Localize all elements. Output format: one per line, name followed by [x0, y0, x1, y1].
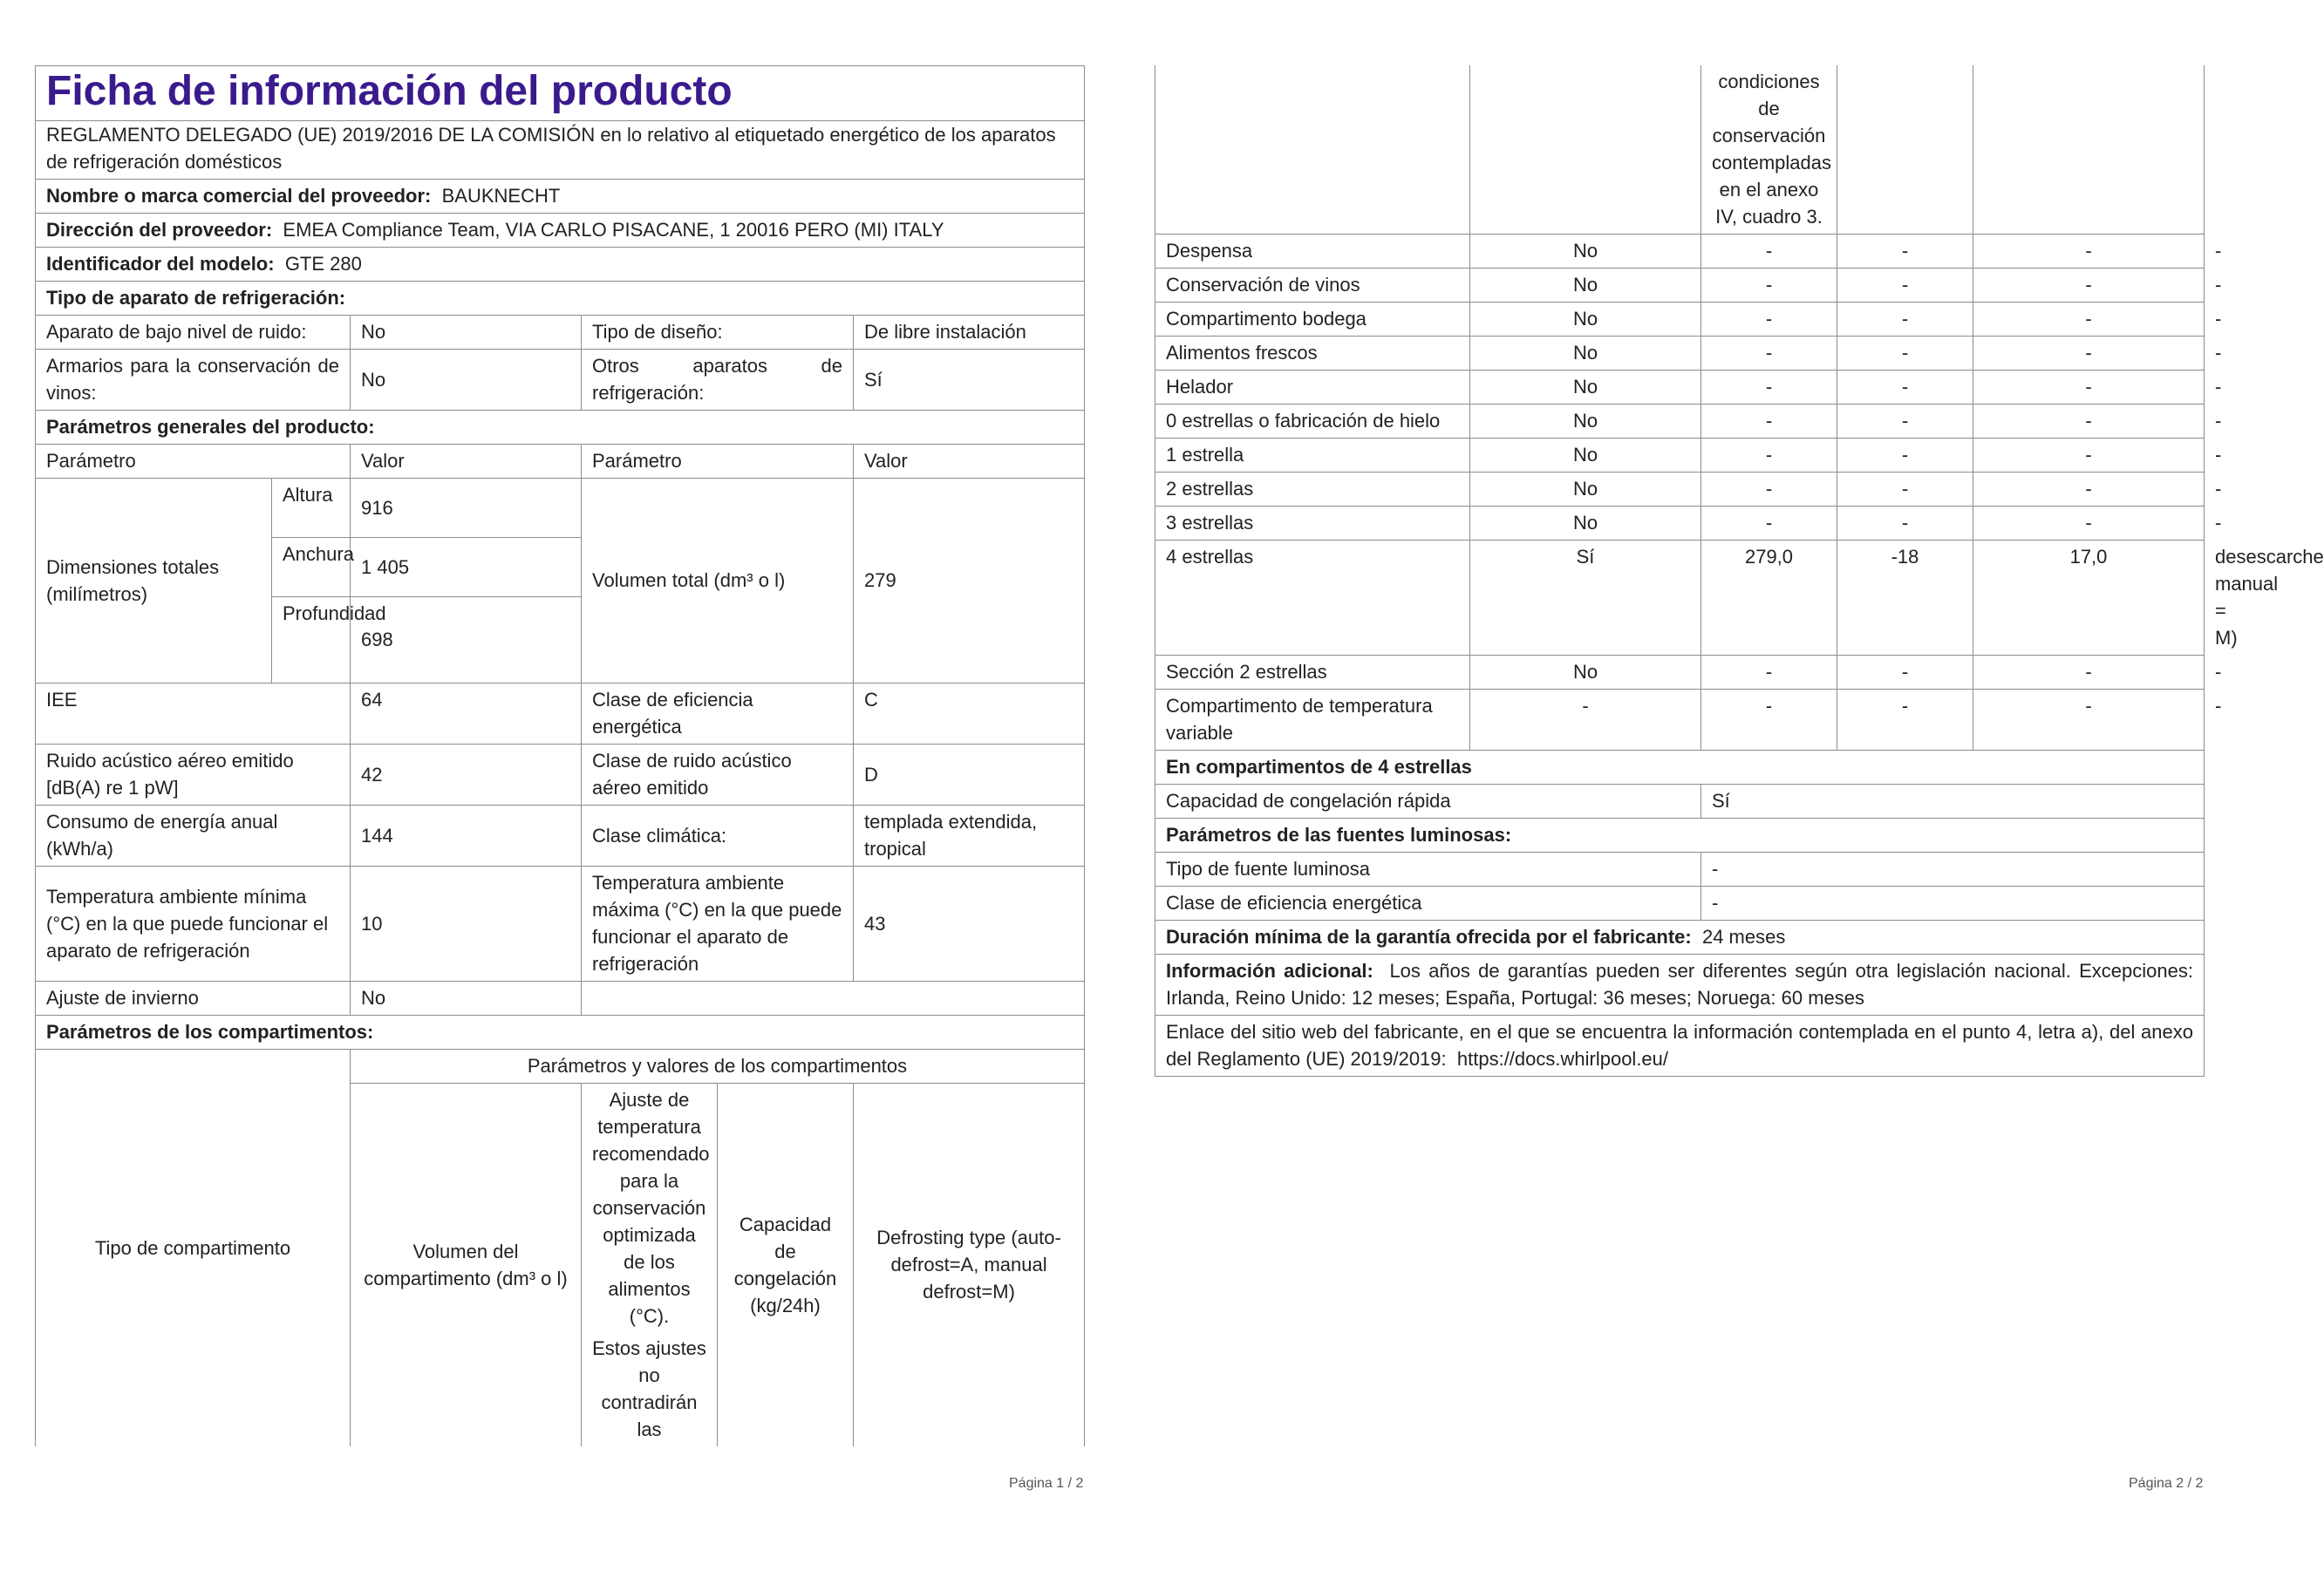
light-type-label: Tipo de fuente luminosa: [1155, 853, 1701, 887]
compartment-present: No: [1470, 337, 1701, 371]
compartment-volume: -: [1701, 473, 1837, 507]
product-info-table: [35, 65, 1085, 1446]
empty-cell: [582, 982, 1085, 1016]
other-appliance-label: Otros aparatos de refrigeración:: [582, 350, 854, 411]
design-type-value: De libre instalación: [854, 316, 1085, 350]
compartment-capacity: -: [1973, 656, 2205, 690]
compartment-capacity: -: [1973, 405, 2205, 439]
compartment-name: Sección 2 estrellas: [1155, 656, 1470, 690]
website-text: Enlace del sitio web del fabricante, en el que se encuentra la información contemplada en el punto 4, letra a), del anexo del Reglamento (UE) 2019/2019:: [1166, 1021, 2193, 1070]
compartment-name: Compartimento de temperatura variable: [1155, 690, 1470, 751]
compartment-row: Compartimento bodega No - - - -: [1155, 303, 2205, 337]
compartment-temp: -: [1837, 439, 1973, 473]
min-temp-value: 10: [351, 867, 582, 982]
continued-cell: [1470, 65, 1701, 235]
general-params-heading: Parámetros generales del producto:: [36, 411, 1085, 445]
depth-label: Profundidad: [272, 597, 351, 684]
compartment-capacity: -: [1973, 269, 2205, 303]
compartment-row: Conservación de vinos No - - - -: [1155, 269, 2205, 303]
compartment-row: Sección 2 estrellas No - - - -: [1155, 656, 2205, 690]
supplier-name-row: [36, 180, 1085, 214]
total-volume-value: 279: [854, 479, 1085, 684]
light-params-heading: Parámetros de las fuentes luminosas:: [1155, 819, 2205, 853]
compartment-row: 2 estrellas No - - - -: [1155, 473, 2205, 507]
website-row: [1155, 1016, 2205, 1077]
compartment-capacity: -: [1973, 439, 2205, 473]
light-class-value: -: [1701, 887, 2205, 921]
additional-info-row: [1155, 955, 2205, 1016]
regulation-text: REGLAMENTO DELEGADO (UE) 2019/2016 DE LA COMISIÓN en lo relativo al etiquetado energético de los aparatos de refrigeración domésticos: [36, 121, 1085, 180]
compartment-name: 2 estrellas: [1155, 473, 1470, 507]
page-title: Ficha de información del producto: [36, 66, 1085, 121]
height-label: Altura: [272, 479, 351, 538]
compartment-capacity: -: [1973, 235, 2205, 269]
compartment-capacity: -: [1973, 473, 2205, 507]
additional-info-value: Los años de garantías pueden ser diferentes según otra legislación nacional. Excepciones: Irlanda, Reino Unido: 12 meses; España, Portugal: 36 meses; Noruega: 60 meses: [1166, 960, 2193, 1009]
model-value: GTE 280: [284, 253, 362, 275]
compartments-heading: Parámetros de los compartimentos:: [36, 1016, 1085, 1050]
compartment-name: Compartimento bodega: [1155, 303, 1470, 337]
col-temp-text-3: condiciones de conservación contempladas en el anexo IV, cuadro 3.: [1701, 65, 1837, 235]
compartment-row: Alimentos frescos No - - - -: [1155, 337, 2205, 371]
width-value: 1 405: [351, 538, 582, 597]
compartment-volume: -: [1701, 405, 1837, 439]
col-recommended-temp: [582, 1084, 718, 1447]
compartment-present: No: [1470, 507, 1701, 541]
compartment-capacity: -: [1973, 303, 2205, 337]
compartment-name: Alimentos frescos: [1155, 337, 1470, 371]
continued-cell: [1973, 65, 2205, 235]
col-compartment-type: Tipo de compartimento: [36, 1050, 351, 1447]
col-param-header: Parámetro: [36, 445, 351, 479]
compartment-row: 1 estrella No - - - -: [1155, 439, 2205, 473]
col-value-header: Valor: [854, 445, 1085, 479]
compartment-row: Compartimento de temperatura variable - - - - -: [1155, 690, 2205, 751]
compartment-temp: -: [1837, 473, 1973, 507]
light-class-label: Clase de eficiencia energética: [1155, 887, 1701, 921]
noise-class-label: Clase de ruido acústico aéreo emitido: [582, 745, 854, 806]
additional-info-label: Información adicional:: [1166, 960, 1373, 982]
compartment-name: 3 estrellas: [1155, 507, 1470, 541]
fast-freeze-value: Sí: [1701, 785, 2205, 819]
compartment-temp: -: [1837, 405, 1973, 439]
annual-consumption-value: 144: [351, 806, 582, 867]
noise-value: 42: [351, 745, 582, 806]
compartment-name: Conservación de vinos: [1155, 269, 1470, 303]
climate-class-value: templada extendida, tropical: [854, 806, 1085, 867]
annual-consumption-label: Consumo de energía anual (kWh/a): [36, 806, 351, 867]
page-2: [1155, 65, 2324, 1077]
col-param-header: Parámetro: [582, 445, 854, 479]
compartment-volume: -: [1701, 656, 1837, 690]
compartment-rows: [1155, 235, 2324, 751]
light-type-value: -: [1701, 853, 2205, 887]
supplier-name-value: BAUKNECHT: [441, 185, 561, 207]
design-type-label: Tipo de diseño:: [582, 316, 854, 350]
compartment-volume: -: [1701, 337, 1837, 371]
compartment-temp: -: [1837, 371, 1973, 405]
max-temp-value: 43: [854, 867, 1085, 982]
low-noise-label: Aparato de bajo nivel de ruido:: [36, 316, 351, 350]
dimensions-label: Dimensiones totales (milímetros): [36, 479, 272, 684]
compartment-temp: -: [1837, 337, 1973, 371]
eei-label: IEE: [36, 684, 351, 745]
continued-cell: [1155, 65, 1470, 235]
compartment-present: No: [1470, 235, 1701, 269]
page-number-1: Página 1 / 2: [1009, 1476, 1084, 1491]
col-temp-text-2: Estos ajustes no contradirán las: [592, 1337, 706, 1440]
compartment-name: 4 estrellas: [1155, 541, 1470, 656]
other-appliance-value: Sí: [854, 350, 1085, 411]
compartment-temp: -: [1837, 690, 1973, 751]
compartment-group-header: Parámetros y valores de los compartimentos: [351, 1050, 1085, 1084]
compartment-name: Despensa: [1155, 235, 1470, 269]
compartment-capacity: -: [1973, 371, 2205, 405]
col-value-header: Valor: [351, 445, 582, 479]
compartment-volume: -: [1701, 303, 1837, 337]
total-volume-label: Volumen total (dm³ o l): [582, 479, 854, 684]
max-temp-label: Temperatura ambiente máxima (°C) en la que puede funcionar el aparato de refrigeración: [582, 867, 854, 982]
model-row: [36, 248, 1085, 282]
compartment-temp: -: [1837, 303, 1973, 337]
compartment-present: No: [1470, 303, 1701, 337]
compartment-volume: -: [1701, 269, 1837, 303]
appliance-type-heading: Tipo de aparato de refrigeración:: [36, 282, 1085, 316]
guarantee-row: [1155, 921, 2205, 955]
noise-label: Ruido acústico aéreo emitido [dB(A) re 1 pW]: [36, 745, 351, 806]
compartment-name: Helador: [1155, 371, 1470, 405]
compartment-row: 3 estrellas No - - - -: [1155, 507, 2205, 541]
fast-freeze-label: Capacidad de congelación rápida: [1155, 785, 1701, 819]
supplier-address-row: [36, 214, 1085, 248]
climate-class-label: Clase climática:: [582, 806, 854, 867]
compartment-temp: -: [1837, 656, 1973, 690]
efficiency-class-label: Clase de eficiencia energética: [582, 684, 854, 745]
guarantee-value: 24 meses: [1701, 926, 1786, 948]
low-noise-value: No: [351, 316, 582, 350]
compartment-capacity: -: [1973, 337, 2205, 371]
compartment-row: Despensa No - - - -: [1155, 235, 2205, 269]
compartment-name: 1 estrella: [1155, 439, 1470, 473]
col-compartment-volume: Volumen del compartimento (dm³ o l): [351, 1084, 582, 1447]
compartment-volume: -: [1701, 507, 1837, 541]
compartment-volume: -: [1701, 439, 1837, 473]
compartment-present: Sí: [1470, 541, 1701, 656]
col-freezing-capacity: Capacidad de congelación (kg/24h): [718, 1084, 854, 1447]
compartment-present: No: [1470, 405, 1701, 439]
compartments-table-continued: [1155, 65, 2324, 1077]
compartment-row: 0 estrellas o fabricación de hielo No - - - -: [1155, 405, 2205, 439]
compartment-capacity: 17,0: [1973, 541, 2205, 656]
compartment-present: No: [1470, 656, 1701, 690]
winter-setting-value: No: [351, 982, 582, 1016]
guarantee-label: Duración mínima de la garantía ofrecida por el fabricante:: [1166, 926, 1692, 948]
four-star-heading: En compartimentos de 4 estrellas: [1155, 751, 2205, 785]
compartment-present: No: [1470, 473, 1701, 507]
compartment-present: -: [1470, 690, 1701, 751]
supplier-address-value: EMEA Compliance Team, VIA CARLO PISACANE, 1 20016 PERO (MI) ITALY: [283, 219, 944, 241]
compartment-row: 4 estrellas Sí 279,0 -18 17,0 desescarche manual = M): [1155, 541, 2205, 656]
compartment-volume: -: [1701, 371, 1837, 405]
compartment-name: 0 estrellas o fabricación de hielo: [1155, 405, 1470, 439]
wine-storage-label: Armarios para la conservación de vinos:: [36, 350, 351, 411]
winter-setting-label: Ajuste de invierno: [36, 982, 351, 1016]
compartment-volume: -: [1701, 690, 1837, 751]
compartment-temp: -18: [1837, 541, 1973, 656]
compartment-capacity: -: [1973, 690, 2205, 751]
website-link[interactable]: https://docs.whirlpool.eu/: [1456, 1048, 1669, 1070]
compartment-present: No: [1470, 371, 1701, 405]
eei-value: 64: [351, 684, 582, 745]
noise-class-value: D: [854, 745, 1085, 806]
compartment-capacity: -: [1973, 507, 2205, 541]
compartment-present: No: [1470, 439, 1701, 473]
compartment-temp: -: [1837, 235, 1973, 269]
wine-storage-value: No: [351, 350, 582, 411]
height-value: 916: [351, 479, 582, 538]
page-number-2: Página 2 / 2: [2129, 1476, 2204, 1491]
col-defrost-type: Defrosting type (auto-defrost=A, manual defrost=M): [854, 1084, 1085, 1447]
compartment-temp: -: [1837, 269, 1973, 303]
model-label: Identificador del modelo:: [46, 253, 275, 275]
efficiency-class-value: C: [854, 684, 1085, 745]
compartment-row: Helador No - - - -: [1155, 371, 2205, 405]
compartment-volume: 279,0: [1701, 541, 1837, 656]
col-temp-text-1: Ajuste de temperatura recomendado para la conservación optimizada de los alimentos (°C).: [592, 1089, 710, 1327]
depth-value: 698: [351, 597, 582, 684]
page-1: [35, 65, 1084, 1446]
min-temp-label: Temperatura ambiente mínima (°C) en la que puede funcionar el aparato de refrigeración: [36, 867, 351, 982]
compartment-volume: -: [1701, 235, 1837, 269]
continued-cell: [1837, 65, 1973, 235]
supplier-address-label: Dirección del proveedor:: [46, 219, 273, 241]
supplier-name-label: Nombre o marca comercial del proveedor:: [46, 185, 432, 207]
width-label: Anchura: [272, 538, 351, 597]
compartment-temp: -: [1837, 507, 1973, 541]
compartment-present: No: [1470, 269, 1701, 303]
